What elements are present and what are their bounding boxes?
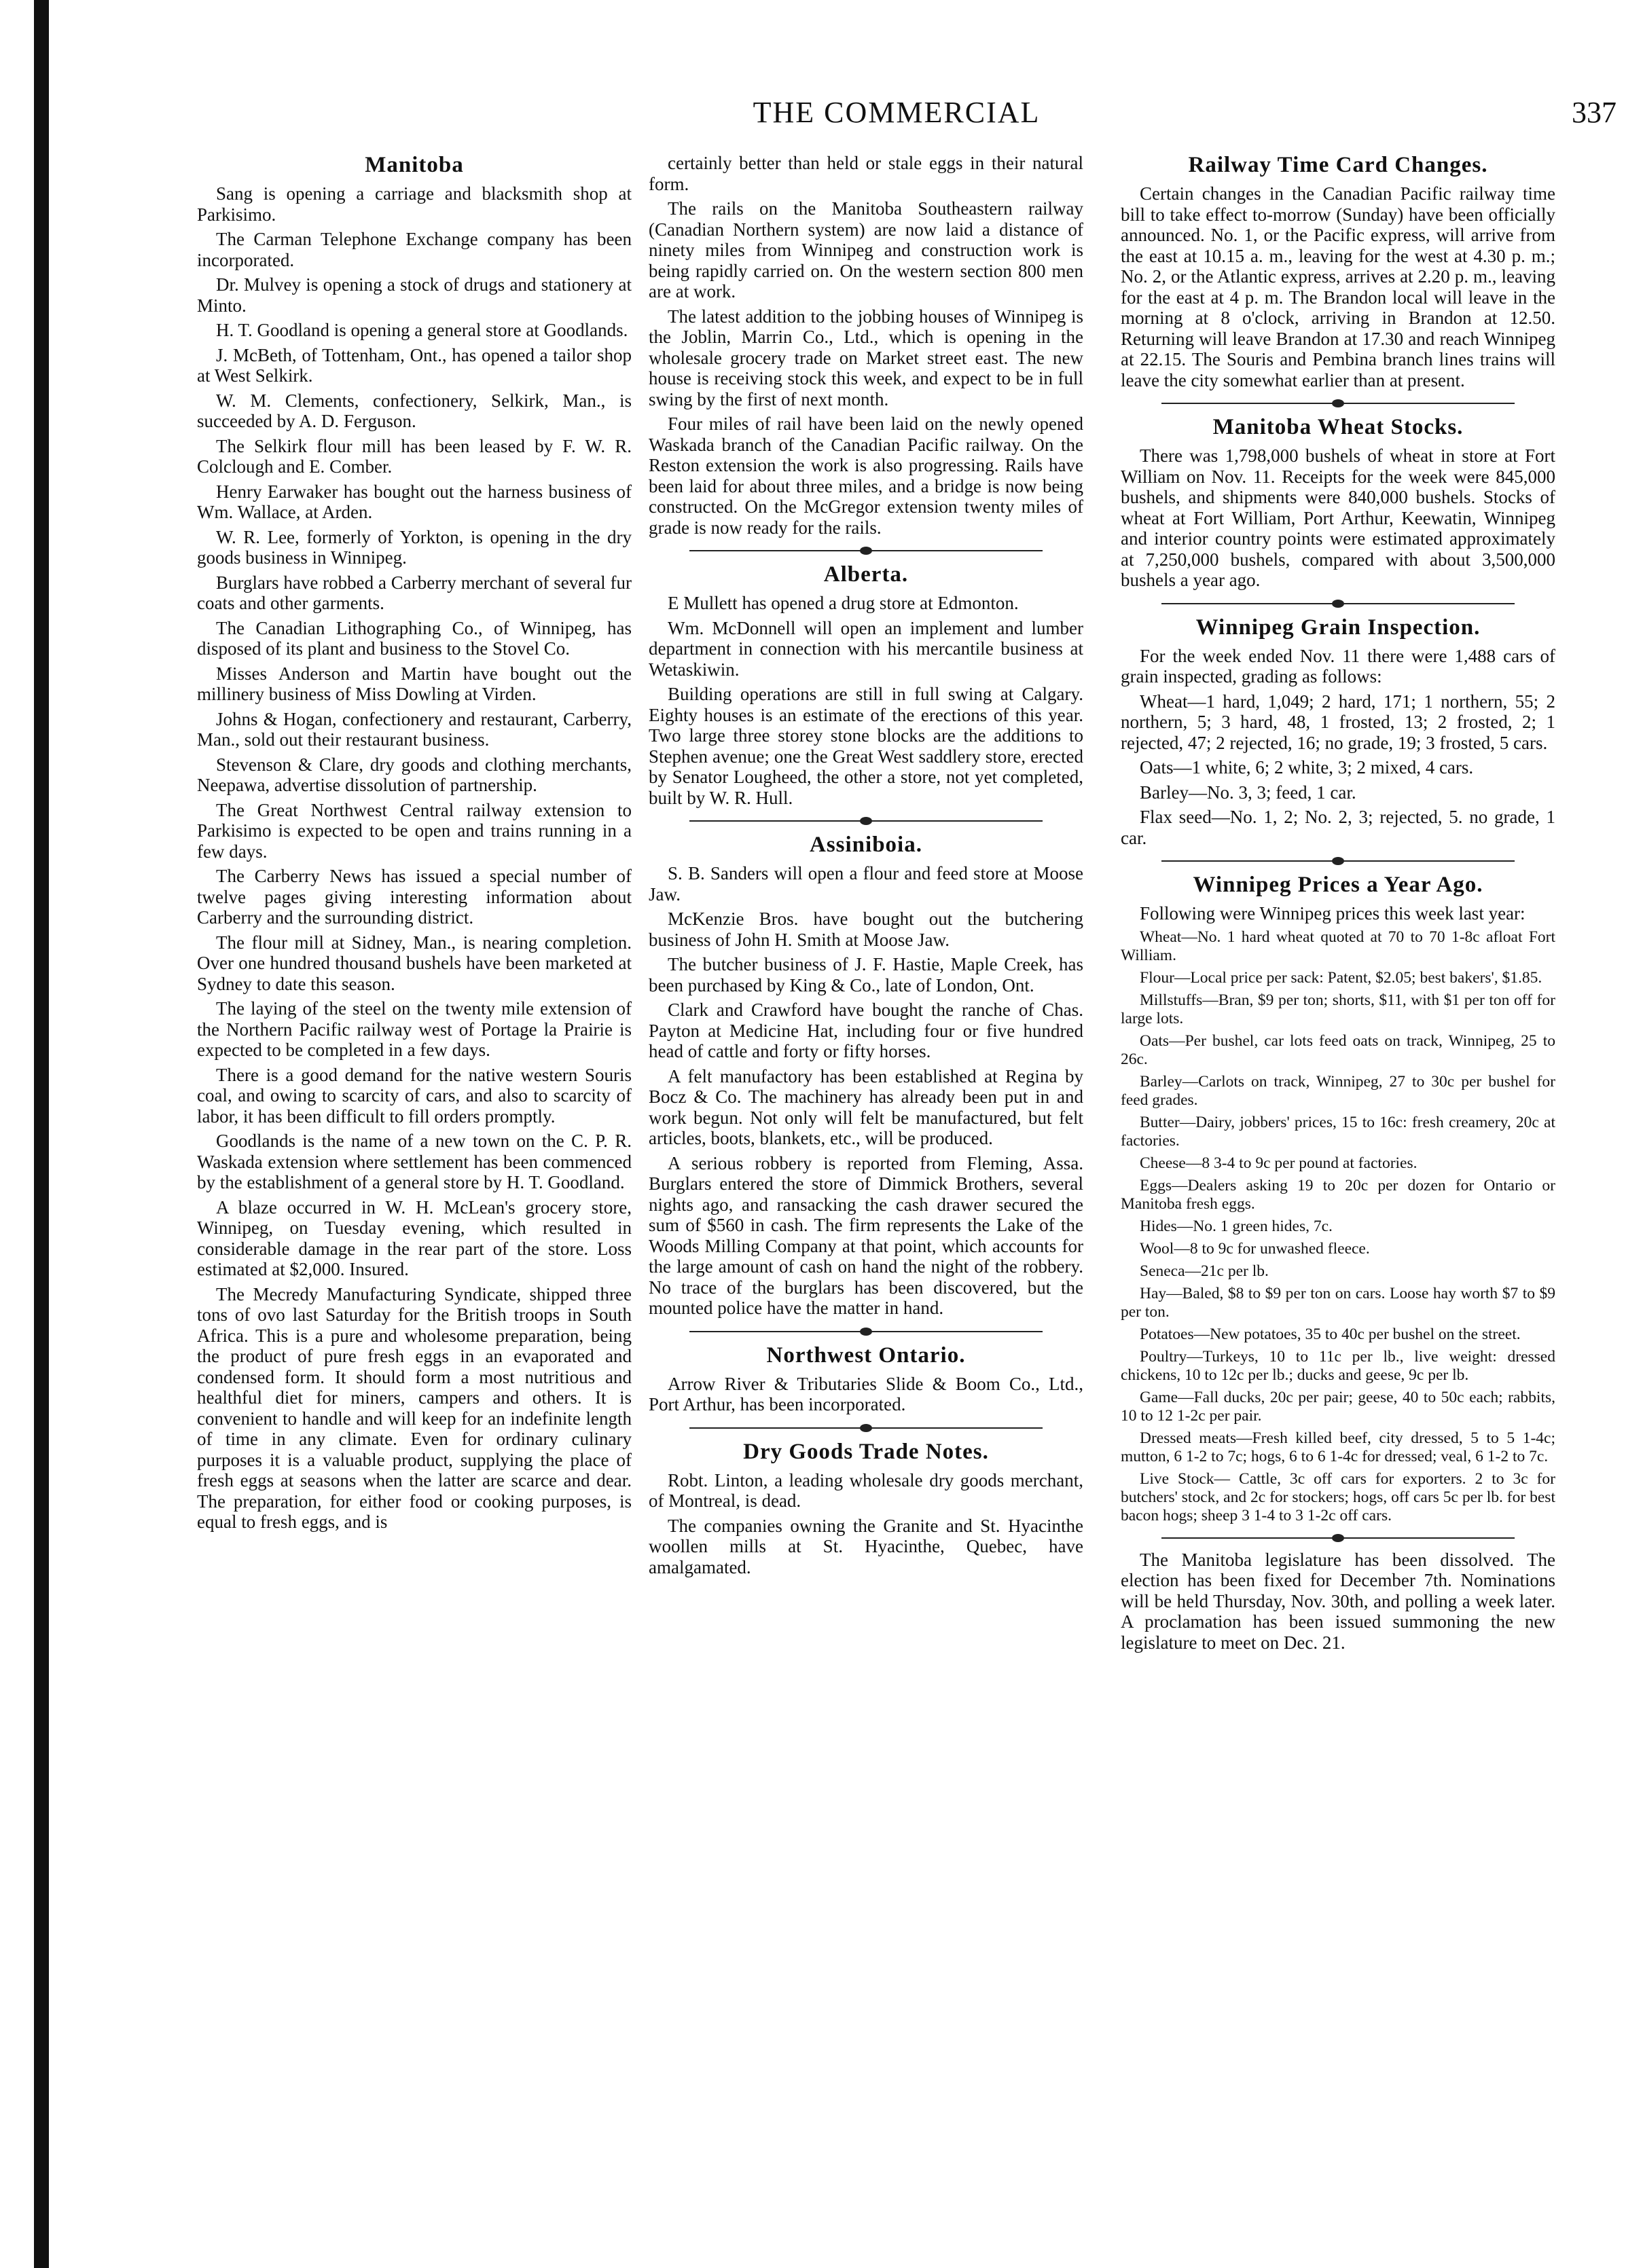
news-item: S. B. Sanders will open a flour and feed store at Moose Jaw. — [649, 863, 1083, 904]
news-item: There was 1,798,000 bushels of wheat in store at Fort William on Nov. 11. Receipts for the week were 845,000 bushels, and shipments were 840,000 bushels. Stocks of wheat at Fort William, Port Arthur, Keewatin, Winnipeg and interior country points were estimated approximately at 7,250,000 bushels, compared with about 3,500,000 bushels a year ago. — [1121, 445, 1555, 590]
news-item: The Great Northwest Central railway extension to Parkisimo is expected to be open and trains running in a few days. — [197, 799, 632, 862]
news-item: Sang is opening a carriage and blacksmith shop at Parkisimo. — [197, 183, 632, 225]
section-heading: Manitoba Wheat Stocks. — [1212, 415, 1464, 439]
section-divider — [1161, 596, 1515, 611]
news-item: Wm. McDonnell will open an implement and lumber department in connection with his mercantile business at Wetaskiwin. — [649, 617, 1083, 680]
news-item: Eggs—Dealers asking 19 to 20c per dozen for Ontario or Manitoba fresh eggs. — [1121, 1176, 1555, 1213]
news-item: Live Stock— Cattle, 3c off cars for exporters. 2 to 3c for butchers' stock, and 2c for stockers; hogs, off cars 5c per lb. for best bacon hogs; sheep 3 1-4 to 3 1-2c off cars. — [1121, 1469, 1555, 1524]
news-item: Seneca—21c per lb. — [1140, 1262, 1269, 1280]
news-item: Flax seed—No. 1, 2; No. 2, 3; rejected, 5. no grade, 1 car. — [1121, 807, 1555, 848]
news-item: Wool—8 to 9c for unwashed fleece. — [1140, 1239, 1370, 1258]
article-section-manitoba — [197, 153, 632, 1533]
section-heading: Railway Time Card Changes. — [1188, 153, 1488, 177]
news-item: The rails on the Manitoba Southeastern railway (Canadian Northern system) are now laid a distance of ninety miles from Winnipeg and construction work is being rapidly carried on. On the western section 800 men are at work. — [649, 198, 1083, 301]
article-section-railway-time-card-changes — [1121, 153, 1555, 390]
news-item: W. R. Lee, formerly of Yorkton, is opening in the dry goods business in Winnipeg. — [197, 526, 632, 568]
news-item: The flour mill at Sidney, Man., is nearing completion. Over one hundred thousand bushels have been marketed at Sydney to date this season. — [197, 932, 632, 994]
news-item: The latest addition to the jobbing houses of Winnipeg is the Joblin, Marrin Co., Ltd., which is opening in the wholesale grocery trade on Market street east. The new house is receiving stock this week, and expect to be in full swing by the first of next month. — [649, 306, 1083, 409]
article-section-untitled — [649, 153, 1083, 538]
news-item: Hides—No. 1 green hides, 7c. — [1140, 1217, 1333, 1235]
article-section-assiniboia — [649, 833, 1083, 1319]
article-section-winnipeg-prices-a-year-ago — [1121, 873, 1555, 1525]
news-item: Millstuffs—Bran, $9 per ton; shorts, $11, with $1 per ton off for large lots. — [1121, 991, 1555, 1027]
column-2 — [649, 153, 1083, 1581]
news-item: Potatoes—New potatoes, 35 to 40c per bushel on the street. — [1140, 1325, 1521, 1343]
news-item: Dressed meats—Fresh killed beef, city dressed, 5 to 5 1-4c; mutton, 6 1-2 to 7c; hogs, 6 to 6 1-4c for dressed; veal, 6 1-2 to 7c. — [1121, 1429, 1555, 1465]
news-item: The butcher business of J. F. Hastie, Maple Creek, has been purchased by King & Co., late of London, Ont. — [649, 954, 1083, 995]
news-item: Cheese—8 3-4 to 9c per pound at factories. — [1140, 1154, 1418, 1172]
news-item: Oats—1 white, 6; 2 white, 3; 2 mixed, 4 cars. — [1140, 757, 1474, 778]
news-item: The Carberry News has issued a special number of twelve pages giving interesting information about Carberry and the surrounding district. — [197, 866, 632, 928]
section-divider — [689, 1421, 1043, 1435]
news-item: Dr. Mulvey is opening a stock of drugs and stationery at Minto. — [197, 274, 632, 316]
news-item: There is a good demand for the native western Souris coal, and owing to scarcity of cars, and also to scarcity of labor, it has been difficult to fill orders promptly. — [197, 1064, 632, 1127]
news-item: W. M. Clements, confectionery, Selkirk, Man., is succeeded by A. D. Ferguson. — [197, 390, 632, 431]
news-item: Oats—Per bushel, car lots feed oats on track, Winnipeg, 25 to 26c. — [1121, 1031, 1555, 1068]
column-3 — [1121, 153, 1555, 1657]
news-item: Stevenson & Clare, dry goods and clothing merchants, Neepawa, advertise dissolution of partnership. — [197, 754, 632, 795]
news-item: Following were Winnipeg prices this week last year: — [1140, 903, 1525, 923]
article-section-manitoba-wheat-stocks — [1121, 415, 1555, 591]
news-item: Misses Anderson and Martin have bought out the millinery business of Miss Dowling at Virden. — [197, 663, 632, 704]
news-item: Robt. Linton, a leading wholesale dry goods merchant, of Montreal, is dead. — [649, 1469, 1083, 1511]
news-item: Wheat—1 hard, 1,049; 2 hard, 171; 1 northern, 55; 2 northern, 5; 3 hard, 48, 1 frosted, 13; 2 frosted, 2; 1 rejected, 47; 2 rejected, 16; no grade, 19; 3 frosted, 5 cars. — [1121, 691, 1555, 753]
news-item: Johns & Hogan, confectionery and restaurant, Carberry, Man., sold out their restaurant business. — [197, 708, 632, 750]
article-section-untitled — [1121, 1550, 1555, 1653]
news-item: Wheat—No. 1 hard wheat quoted at 70 to 70 1-8c afloat Fort William. — [1121, 928, 1555, 964]
news-item: Barley—No. 3, 3; feed, 1 car. — [1140, 782, 1356, 803]
news-item: The Manitoba legislature has been dissolved. The election has been fixed for December 7th. Nominations will be held Thursday, Nov. 30th, and polling a week later. A proclamation has been issued summoning the new legislature to meet on Dec. 21. — [1121, 1549, 1555, 1653]
news-item: For the week ended Nov. 11 there were 1,488 cars of grain inspected, grading as follows: — [1121, 645, 1555, 687]
section-heading: Assiniboia. — [810, 833, 922, 857]
news-item: Four miles of rail have been laid on the newly opened Waskada branch of the Canadian Pacific railway. On the Reston extension the work is also progressing. Rails have been laid for about three miles, and a bridge is now being constructed. On the McGregor extension twenty miles of grade is now ready for the rails. — [649, 414, 1083, 538]
news-item: E Mullett has opened a drug store at Edmonton. — [668, 593, 1019, 613]
section-heading: Winnipeg Prices a Year Ago. — [1193, 873, 1483, 897]
section-heading: Winnipeg Grain Inspection. — [1195, 615, 1481, 640]
news-item: Hay—Baled, $8 to $9 per ton on cars. Loose hay worth $7 to $9 per ton. — [1121, 1284, 1555, 1321]
news-item: A blaze occurred in W. H. McLean's grocery store, Winnipeg, on Tuesday evening, which resulted in considerable damage in the rear part of the store. Loss estimated at $2,000. Insured. — [197, 1196, 632, 1279]
article-section-dry-goods-trade-notes — [649, 1440, 1083, 1578]
news-item: Poultry—Turkeys, 10 to 11c per lb., live weight: dressed chickens, 10 to 12c per lb.; ducks and geese, 9c per lb. — [1121, 1347, 1555, 1384]
news-item: Butter—Dairy, jobbers' prices, 15 to 16c: fresh creamery, 20c at factories. — [1121, 1113, 1555, 1150]
news-item: Clark and Crawford have bought the ranche of Chas. Payton at Medicine Hat, including four or five hundred head of cattle and forty or fifty horses. — [649, 1000, 1083, 1061]
news-item: The companies owning the Granite and St. Hyacinthe woollen mills at St. Hyacinthe, Quebec, have amalgamated. — [649, 1515, 1083, 1577]
page-number: 337 — [1572, 96, 1617, 129]
section-divider — [689, 1324, 1043, 1339]
news-item: Game—Fall ducks, 20c per pair; geese, 40 to 50c each; rabbits, 10 to 12 1-2c per pair. — [1121, 1388, 1555, 1425]
news-item: The laying of the steel on the twenty mile extension of the Northern Pacific railway west of Portage la Prairie is expected to be completed in a few days. — [197, 998, 632, 1060]
news-item: Goodlands is the name of a new town on the C. P. R. Waskada extension where settlement has been commenced by the establishment of a general store by H. T. Goodland. — [197, 1131, 632, 1192]
column-1 — [197, 153, 632, 1537]
section-divider — [689, 813, 1043, 828]
news-item: J. McBeth, of Tottenham, Ont., has opened a tailor shop at West Selkirk. — [197, 344, 632, 386]
news-item: Certain changes in the Canadian Pacific railway time bill to take effect to-morrow (Sunday) have been officially announced. No. 1, or the Pacific express, will arrive from the east at 10.15 a. m., leaving for the west at 4.30 p. m.; No. 2, or the Atlantic express, arrives at 2.20 p. m., leaving for the east at 4 p. m. The Brandon local will leave in the morning at 8 o'clock, arriving in Brandon at 12.50. Returning will leave Brandon at 17.30 and reach Winnipeg at 22.15. The Souris and Pembina branch lines trains will leave the city somewhat earlier than at present. — [1121, 183, 1555, 390]
news-item: H. T. Goodland is opening a general store at Goodlands. — [216, 320, 628, 340]
section-heading: Dry Goods Trade Notes. — [743, 1439, 989, 1464]
news-item: The Selkirk flour mill has been leased by F. W. R. Colclough and E. Comber. — [197, 435, 632, 477]
publication-title: THE COMMERCIAL — [753, 96, 1041, 129]
article-section-northwest-ontario — [649, 1343, 1083, 1415]
page-header — [170, 95, 1623, 136]
article-section-alberta — [649, 562, 1083, 808]
news-item: Building operations are still in full swing at Calgary. Eighty houses is an estimate of the erections of this year. Two large three storey stone blocks are the additions to Stephen avenue; one the Great West saddlery store, erected by Senator Lougheed, the other a store, not yet completed, built by W. R. Hull. — [649, 684, 1083, 808]
news-item: The Carman Telephone Exchange company has been incorporated. — [197, 229, 632, 270]
news-item: Barley—Carlots on track, Winnipeg, 27 to 30c per bushel for feed grades. — [1121, 1072, 1555, 1109]
section-divider — [1161, 854, 1515, 868]
section-heading: Northwest Ontario. — [766, 1342, 966, 1368]
section-divider — [1161, 1531, 1515, 1545]
news-item: Arrow River & Tributaries Slide & Boom Co., Ltd., Port Arthur, has been incorporated. — [649, 1373, 1083, 1414]
news-item: A felt manufactory has been established at Regina by Bocz & Co. The machinery has already been put in and work begun. Not only will felt be manufactured, but felt articles, boots, blankets, etc., will be produced. — [649, 1065, 1083, 1148]
binding-edge-bar — [34, 0, 49, 2268]
news-item: The Mecredy Manufacturing Syndicate, shipped three tons of ovo last Saturday for the British troops in South Africa. This is a pure and wholesome preparation, being the product of pure fresh eggs in an evaporated and condensed form. It should form a most nutritious and healthful diet for miners, campers and others. It is convenient to handle and will keep for an indefinite length of time in any climate. Even for ordinary culinary purposes it is a valuable product, supplying the place of fresh eggs at seasons when the latter are scarce and dear. The preparation, for either food or cooking purposes, is equal to fresh eggs, and is — [197, 1283, 632, 1532]
section-divider — [1161, 396, 1515, 411]
news-item: The Canadian Lithographing Co., of Winnipeg, has disposed of its plant and business to the Stovel Co. — [197, 617, 632, 659]
section-divider — [689, 543, 1043, 558]
section-heading: Manitoba — [365, 153, 464, 177]
section-heading: Alberta. — [823, 562, 909, 587]
news-item: Burglars have robbed a Carberry merchant of several fur coats and other garments. — [197, 572, 632, 613]
news-item: A serious robbery is reported from Fleming, Assa. Burglars entered the store of Dimmick Brothers, several nights ago, and ransacking the cash drawer secured the sum of $560 in cash. The firm represents the Lake of the Woods Milling Company at that point, which accounts for the large amount of cash on hand the night of the robbery. No trace of the burglars has been discovered, but the mounted police have the matter in hand. — [649, 1152, 1083, 1318]
news-item: McKenzie Bros. have bought out the butchering business of John H. Smith at Moose Jaw. — [649, 909, 1083, 950]
article-section-winnipeg-grain-inspection — [1121, 615, 1555, 849]
news-item: certainly better than held or stale eggs in their natural form. — [649, 153, 1083, 194]
news-item: Henry Earwaker has bought out the harness business of Wm. Wallace, at Arden. — [197, 481, 632, 522]
news-item: Flour—Local price per sack: Patent, $2.05; best bakers', $1.85. — [1140, 968, 1542, 987]
